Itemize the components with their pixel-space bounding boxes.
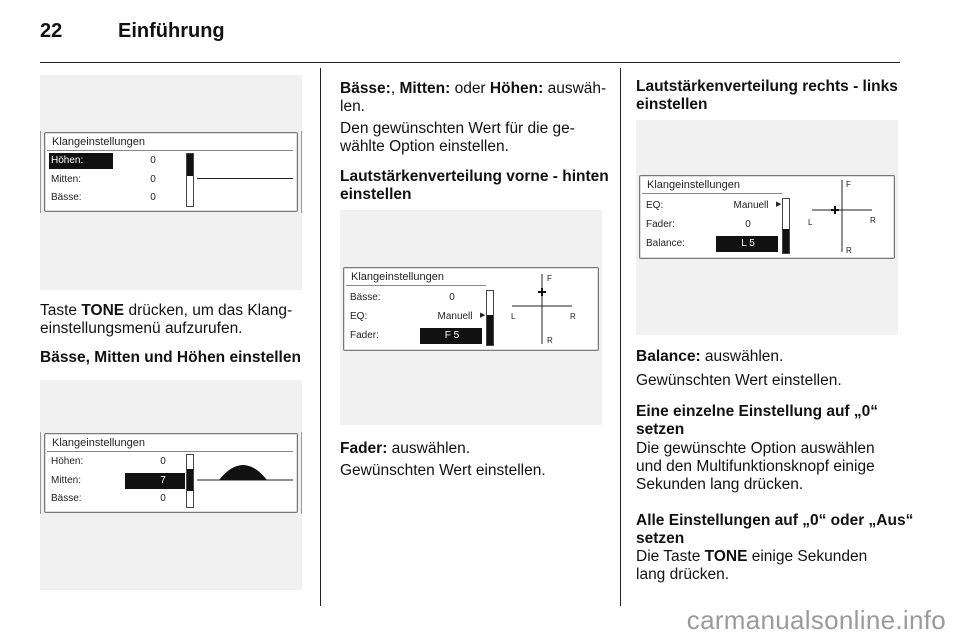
screen-title: Klangeinstellungen <box>351 271 444 283</box>
figure-fader <box>340 210 602 425</box>
settings-row: Höhen: 0 <box>51 155 156 166</box>
level-line <box>197 178 293 179</box>
column-divider-1 <box>320 68 321 606</box>
column-divider-2 <box>620 68 621 606</box>
instruction-paragraph: Bässe:, Mitten: oder Höhen: auswäh- len. <box>340 80 607 115</box>
display-screen: Klangeinstellungen EQ: Manuell ▶ Fader: 0 Balance: L 5 F L R R <box>639 175 895 259</box>
section-heading: Bässe, Mitten und Höhen einstellen <box>40 349 301 366</box>
settings-row: EQ: Manuell ▶ <box>646 200 782 211</box>
section-heading: Lautstärkenverteilung rechts - links einstellen <box>636 78 898 113</box>
fader-diagram <box>504 274 590 344</box>
page-number: 22 <box>40 20 63 42</box>
scrollbar <box>186 153 194 207</box>
instruction-paragraph: Gewünschten Wert einstellen. <box>636 372 842 389</box>
screen-title: Klangeinstellungen <box>647 179 740 191</box>
scrollbar <box>186 454 194 508</box>
settings-row: Fader: 0 <box>646 219 751 230</box>
settings-row: Bässe: 0 <box>51 192 156 203</box>
instruction-paragraph: Die gewünschte Option auswählen und den Multifunktionsknopf einige Sekunden lang drücken. <box>636 440 875 493</box>
instruction-paragraph: Die Taste TONE einige Sekunden lang drücken. <box>636 548 868 583</box>
instruction-paragraph: Den gewünschten Wert für die ge- wählte Option einstellen. <box>340 120 575 155</box>
settings-row: Bässe: 0 <box>350 292 455 303</box>
play-icon: ▶ <box>480 312 486 319</box>
scrollbar <box>486 290 494 346</box>
settings-row: Bässe: 0 <box>51 493 166 504</box>
figure-sound-settings-1 <box>40 75 302 290</box>
scrollbar <box>782 198 790 254</box>
settings-row: Mitten: 0 <box>51 174 156 185</box>
instruction-paragraph: Balance: auswählen. <box>636 348 784 365</box>
display-screen: Klangeinstellungen Bässe: 0 EQ: Manuell ▶ Fader: F 5 F L R R <box>343 267 599 351</box>
section-heading: Lautstärkenverteilung vorne - hinten einstellen <box>340 168 609 203</box>
instruction-paragraph: Fader: auswählen. <box>340 440 471 457</box>
settings-row: Fader: F 5 <box>350 330 460 341</box>
watermark: carmanualsonline.info <box>686 605 946 635</box>
settings-row: Mitten: 7 <box>51 475 166 486</box>
page-title: Einführung <box>118 20 225 42</box>
header-rule <box>40 62 900 63</box>
display-screen <box>44 433 298 513</box>
display-screen <box>44 132 298 212</box>
screen-title: Klangeinstellungen <box>52 437 145 449</box>
instruction-paragraph: Gewünschten Wert einstellen. <box>340 462 546 479</box>
figure-balance <box>636 120 898 335</box>
settings-row: Balance: L 5 <box>646 238 755 249</box>
settings-row: Höhen: 0 <box>51 456 166 467</box>
play-icon: ▶ <box>776 201 782 208</box>
screen-title: Klangeinstellungen <box>52 136 145 148</box>
section-heading: Eine einzelne Einstellung auf „0“ setzen <box>636 403 879 438</box>
settings-row: EQ: Manuell ▶ <box>350 311 486 322</box>
eq-curve <box>197 452 293 492</box>
figure-sound-settings-2 <box>40 380 302 590</box>
instruction-paragraph: Taste TONE drücken, um das Klang- einstellungsmenü aufzurufen. <box>40 302 293 337</box>
section-heading: Alle Einstellungen auf „0“ oder „Aus“ setzen <box>636 512 914 547</box>
